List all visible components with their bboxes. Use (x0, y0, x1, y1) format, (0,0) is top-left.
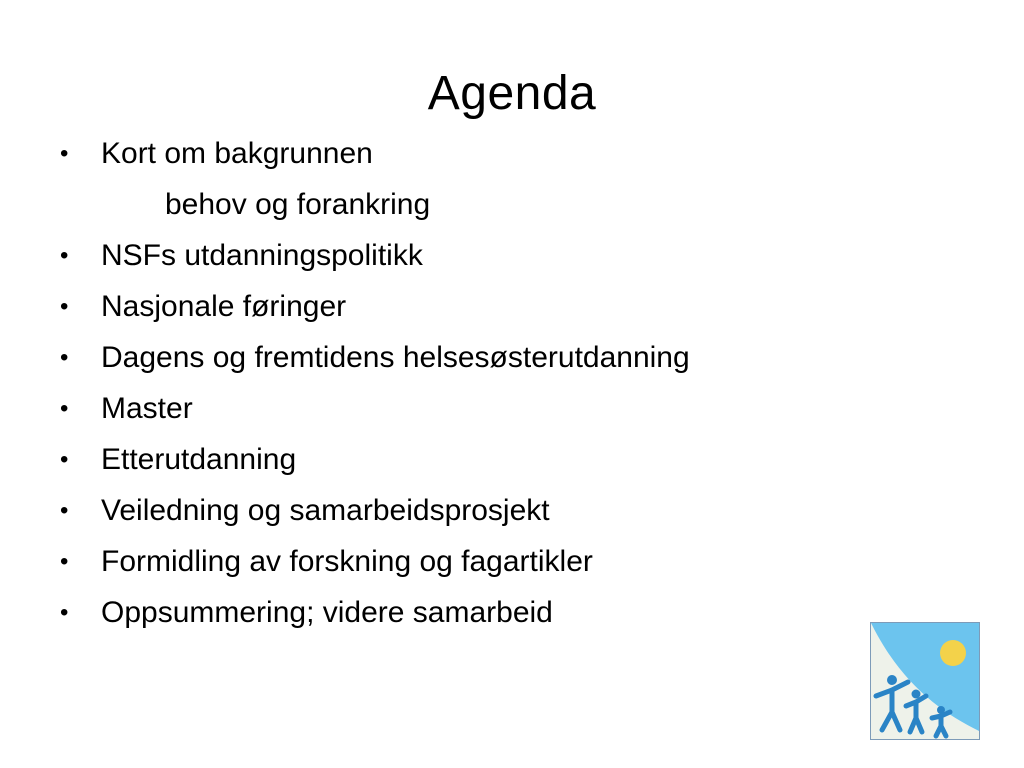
bullet: • (60, 446, 69, 473)
agenda-item-label: Oppsummering; videre samarbeid (101, 596, 553, 629)
agenda-item (58, 485, 690, 536)
logo-sun (940, 640, 966, 666)
agenda-item (58, 281, 690, 332)
agenda-item-label: Etterutdanning (101, 443, 297, 476)
bullet: • (60, 497, 69, 524)
bullet: • (60, 140, 69, 167)
agenda-item-label: Veiledning og samarbeidsprosjekt (101, 494, 550, 527)
agenda-item-label: Nasjonale føringer (101, 290, 347, 323)
bullet: • (60, 242, 69, 269)
bullet: • (60, 548, 69, 575)
agenda-list (58, 128, 690, 638)
bullet: • (60, 344, 69, 371)
agenda-item (58, 383, 690, 434)
bullet: • (60, 395, 69, 422)
family-sun-logo-icon (870, 622, 980, 740)
agenda-item-label: Kort om bakgrunnen (101, 137, 373, 170)
agenda-subitem: behov og forankring (165, 188, 431, 221)
agenda-item-label: Dagens og fremtidens helsesøsterutdanning (101, 341, 690, 374)
agenda-item-label: Formidling av forskning og fagartikler (101, 545, 593, 578)
agenda-item (58, 434, 690, 485)
bullet: • (60, 599, 69, 626)
agenda-item (58, 128, 690, 179)
agenda-item (58, 587, 690, 638)
agenda-item-label: NSFs utdanningspolitikk (101, 239, 423, 272)
agenda-item (58, 230, 690, 281)
slide-title: Agenda (427, 67, 597, 120)
agenda-item (58, 536, 690, 587)
bullet: • (60, 293, 69, 320)
agenda-item-label: Master (101, 392, 193, 425)
agenda-item (58, 332, 690, 383)
